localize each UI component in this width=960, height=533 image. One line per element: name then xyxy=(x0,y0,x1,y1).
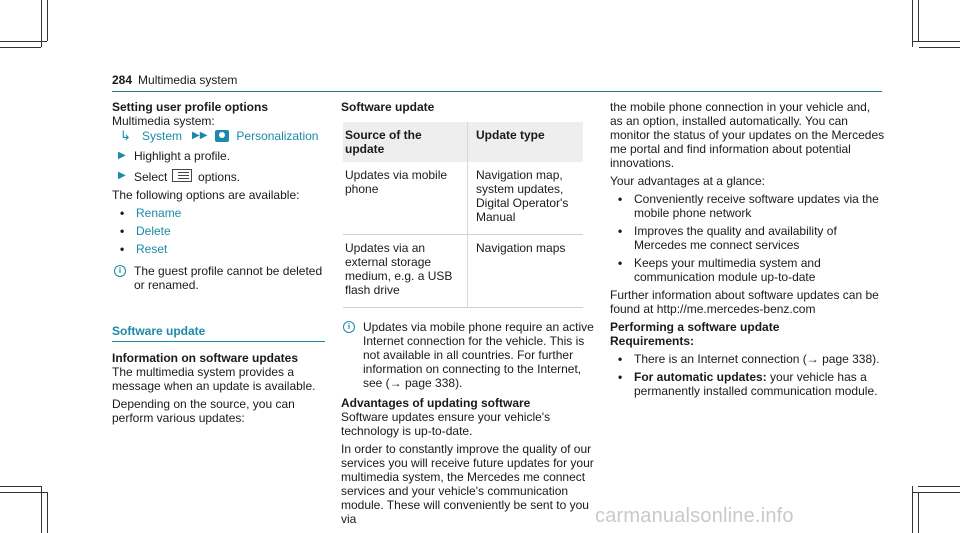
info-note xyxy=(112,264,327,292)
step-text: Select xyxy=(134,170,168,184)
crop-mark xyxy=(0,492,47,493)
crop-mark xyxy=(0,486,41,487)
column-left xyxy=(112,100,327,425)
crop-mark xyxy=(41,486,42,533)
table-header: Source of the update xyxy=(343,122,468,162)
requirement-text: There is an Internet connection (→ page 338). xyxy=(634,352,880,366)
option-item: • Rename xyxy=(120,206,182,220)
step-arrow-icon: ▶ xyxy=(118,150,126,161)
step-select-options xyxy=(118,169,327,184)
table-cell: Updates via an external storage medium, e.g. a USB flash drive xyxy=(343,235,468,308)
page-number: 284 xyxy=(112,73,133,87)
software-update-heading: Software update xyxy=(341,100,435,114)
requirement-item: • For automatic updates: your vehicle has a permanently installed communication module. xyxy=(618,370,878,398)
column-right xyxy=(610,100,885,402)
crop-mark xyxy=(0,47,41,48)
advantage-item: • Improves the quality and availability of Mercedes me connect services xyxy=(618,224,837,252)
header-rule xyxy=(112,91,882,92)
info-icon: i xyxy=(114,265,126,277)
multimedia-system-label: Multimedia system: xyxy=(112,114,215,128)
info-note xyxy=(341,320,596,390)
information-text: The multimedia system provides a message when an update is available. xyxy=(112,365,316,393)
option-rename-link[interactable]: Rename xyxy=(136,206,182,220)
return-arrow-icon: ↳ xyxy=(120,128,131,143)
path-system[interactable]: System xyxy=(142,129,183,143)
advantage-text: Improves the quality and availability of Mercedes me connect services xyxy=(634,224,837,252)
requirement-text: your vehicle has a permanently installed communication module. xyxy=(634,370,878,398)
advantages-heading: Advantages of updating software xyxy=(341,396,531,410)
advantage-text: Conveniently receive software updates via the mobile phone network xyxy=(634,192,879,220)
crop-mark xyxy=(918,492,919,533)
section-rule xyxy=(112,341,325,342)
improve-text: In order to constantly improve the quality of our services you will receive future updates for your multimedia system, the Mercedes me connect services and your vehicle's communication module. These will conveniently be sent to you via xyxy=(341,442,594,526)
following-options-text: The following options are available: xyxy=(112,188,300,202)
crop-mark xyxy=(912,0,913,47)
advantages-text: Software updates ensure your vehicle's technology is up-to-date. xyxy=(341,410,551,438)
update-type-table xyxy=(343,122,583,308)
continued-text: the mobile phone connection in your vehicle and, as an option, installed automatically. You can monitor the status of your updates on the Mercedes me portal and find information about potential innovations. xyxy=(610,100,885,170)
option-reset-link[interactable]: Reset xyxy=(136,242,168,256)
menu-path xyxy=(112,129,327,143)
software-update-section-title: Software update xyxy=(112,324,206,338)
menu-icon xyxy=(172,169,192,182)
crop-mark xyxy=(0,41,47,42)
crop-mark xyxy=(47,492,48,533)
option-delete-link[interactable]: Delete xyxy=(136,224,171,238)
crop-mark xyxy=(918,486,960,487)
note-text: Updates via mobile phone require an active Internet connection for the vehicle. This is not available in all countries. For further information on connecting to the Internet, see (→ page 338). xyxy=(363,320,594,390)
watermark: carmanualsonline.info xyxy=(595,505,794,527)
note-text: The guest profile cannot be deleted or renamed. xyxy=(134,264,323,292)
option-item: • Reset xyxy=(120,242,168,256)
crop-mark xyxy=(912,492,960,493)
info-icon: i xyxy=(343,321,355,333)
step-arrow-icon: ▶ xyxy=(118,170,126,181)
page-header xyxy=(112,73,237,87)
table-cell: Navigation maps xyxy=(468,235,584,308)
source-text: Depending on the source, you can perform various updates: xyxy=(112,397,295,425)
requirements-heading: Requirements: xyxy=(610,334,695,348)
step-text: Highlight a profile. xyxy=(134,149,231,163)
advantage-text: Keeps your multimedia system and communication module up-to-date xyxy=(634,256,821,284)
table-cell: Navigation map, system updates, Digital Operator's Manual xyxy=(468,162,584,235)
step-highlight-profile xyxy=(118,149,327,163)
double-chevron-icon: ▶▶ xyxy=(192,130,208,141)
table-header: Update type xyxy=(468,122,584,162)
further-info-text: Further information about software updates can be found at http://me.mercedes-benz.com xyxy=(610,288,879,316)
advantage-item: • Keeps your multimedia system and communication module up-to-date xyxy=(618,256,821,284)
path-personalization[interactable]: Personalization xyxy=(236,129,319,143)
table-row xyxy=(343,162,583,235)
crop-mark xyxy=(47,0,48,41)
requirement-bold: For automatic updates: xyxy=(634,370,767,384)
advantages-intro: Your advantages at a glance: xyxy=(610,174,766,188)
option-item: • Delete xyxy=(120,224,171,238)
crop-mark xyxy=(918,0,919,41)
table-cell: Updates via mobile phone xyxy=(343,162,468,235)
crop-mark xyxy=(919,47,960,48)
crop-mark xyxy=(41,0,42,47)
requirement-item: • There is an Internet connection (→ page 338). xyxy=(618,352,880,366)
performing-update-heading: Performing a software update xyxy=(610,320,780,334)
step-text: options. xyxy=(198,170,241,184)
personalization-icon xyxy=(215,130,229,142)
table-row xyxy=(343,235,583,308)
information-heading: Information on software updates xyxy=(112,351,299,365)
column-middle xyxy=(341,100,596,526)
crop-mark xyxy=(913,41,960,42)
profile-options-heading: Setting user profile options xyxy=(112,100,269,114)
section-title: Multimedia system xyxy=(138,73,238,87)
crop-mark xyxy=(912,486,913,533)
advantage-item: • Conveniently receive software updates via the mobile phone network xyxy=(618,192,879,220)
